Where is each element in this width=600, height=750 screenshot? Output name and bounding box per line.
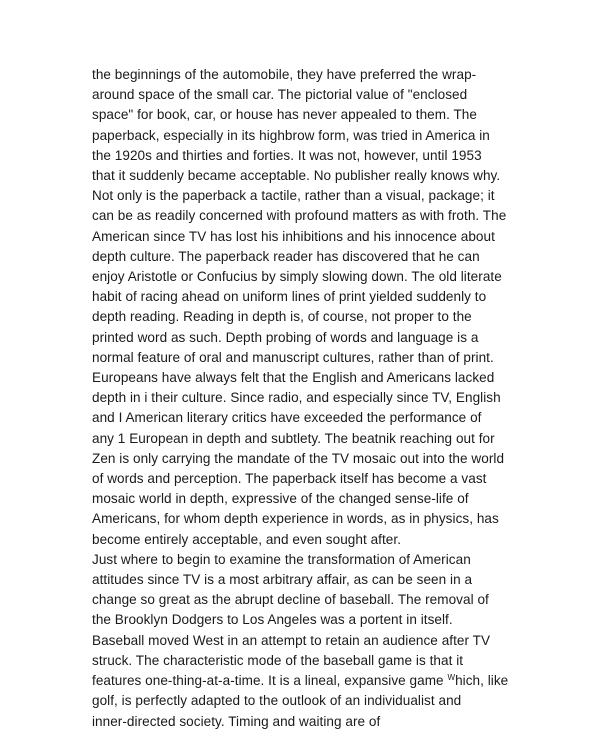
body-text [92, 65, 512, 732]
superscript-letter: W [447, 673, 456, 683]
text-line: the Brooklyn Dodgers to Los Angeles was a portent in itself. [92, 612, 453, 628]
text-line: depth in i their culture. Since radio, and especially since TV, English [92, 390, 501, 406]
text-line: enjoy Aristotle or Confucius by simply slowing down. The old literate [92, 269, 502, 285]
text-line: mosaic world in depth, expressive of the changed sense-life of [92, 491, 469, 507]
text-line: Just where to begin to examine the transformation of American [92, 551, 471, 567]
text-line: inner-directed society. Timing and waiting are of [92, 713, 381, 729]
text-line: golf, is perfectly adapted to the outlook of an individualist and [92, 693, 462, 709]
text-line: Baseball moved West in an attempt to retain an audience after TV [92, 632, 491, 648]
text-line: Not only is the paperback a tactile, rather than a visual, package; it [92, 188, 495, 204]
text-line: Zen is only carrying the mandate of the TV mosaic out into the world [92, 450, 505, 466]
text-line: of words and perception. The paperback itself has become a vast [92, 471, 487, 487]
text-line: space" for book, car, or house has never appealed to them. The [92, 107, 477, 123]
text-line: any 1 European in depth and subtlety. The beatnik reaching out for [92, 430, 495, 446]
text-line: paperback, especially in its highbrow form, was tried in America in [92, 127, 490, 143]
text-line: and I American literary critics have exceeded the performance of [92, 410, 482, 426]
text-line: around space of the small car. The pictorial value of "enclosed [92, 87, 468, 103]
text-line: that it suddenly became acceptable. No publisher really knows why. [92, 168, 501, 184]
text-line: change so great as the abrupt decline of baseball. The removal of [92, 592, 489, 608]
text-line: attitudes since TV is a most arbitrary affair, as can be seen in a [92, 572, 473, 588]
text-line: become entirely acceptable, and even sought after. [92, 531, 402, 547]
text-line: American since TV has lost his inhibitions and his innocence about [92, 228, 495, 244]
text-fragment: features one-thing-at-a-time. It is a lineal, expansive game [92, 673, 448, 689]
text-line: can be as readily concerned with profound matters as with froth. The [92, 208, 507, 224]
text-line: depth culture. The paperback reader has discovered that he can [92, 248, 480, 264]
text-line: printed word as such. Depth probing of words and language is a [92, 329, 479, 345]
text-line: Americans, for whom depth experience in words, as in physics, has [92, 511, 499, 527]
text-line: the 1920s and thirties and forties. It was not, however, until 1953 [92, 147, 482, 163]
text-line: the beginnings of the automobile, they have preferred the wrap- [92, 67, 477, 82]
text-line [92, 671, 512, 691]
text-line: habit of racing ahead on uniform lines of print yielded suddenly to [92, 289, 487, 305]
text-line: struck. The characteristic mode of the baseball game is that it [92, 652, 464, 668]
text-line: depth reading. Reading in depth is, of course, not proper to the [92, 309, 472, 325]
text-line: normal feature of oral and manuscript cultures, rather than of print. [92, 349, 494, 365]
text-fragment: hich, like [455, 673, 509, 689]
text-line: Europeans have always felt that the English and Americans lacked [92, 370, 495, 386]
